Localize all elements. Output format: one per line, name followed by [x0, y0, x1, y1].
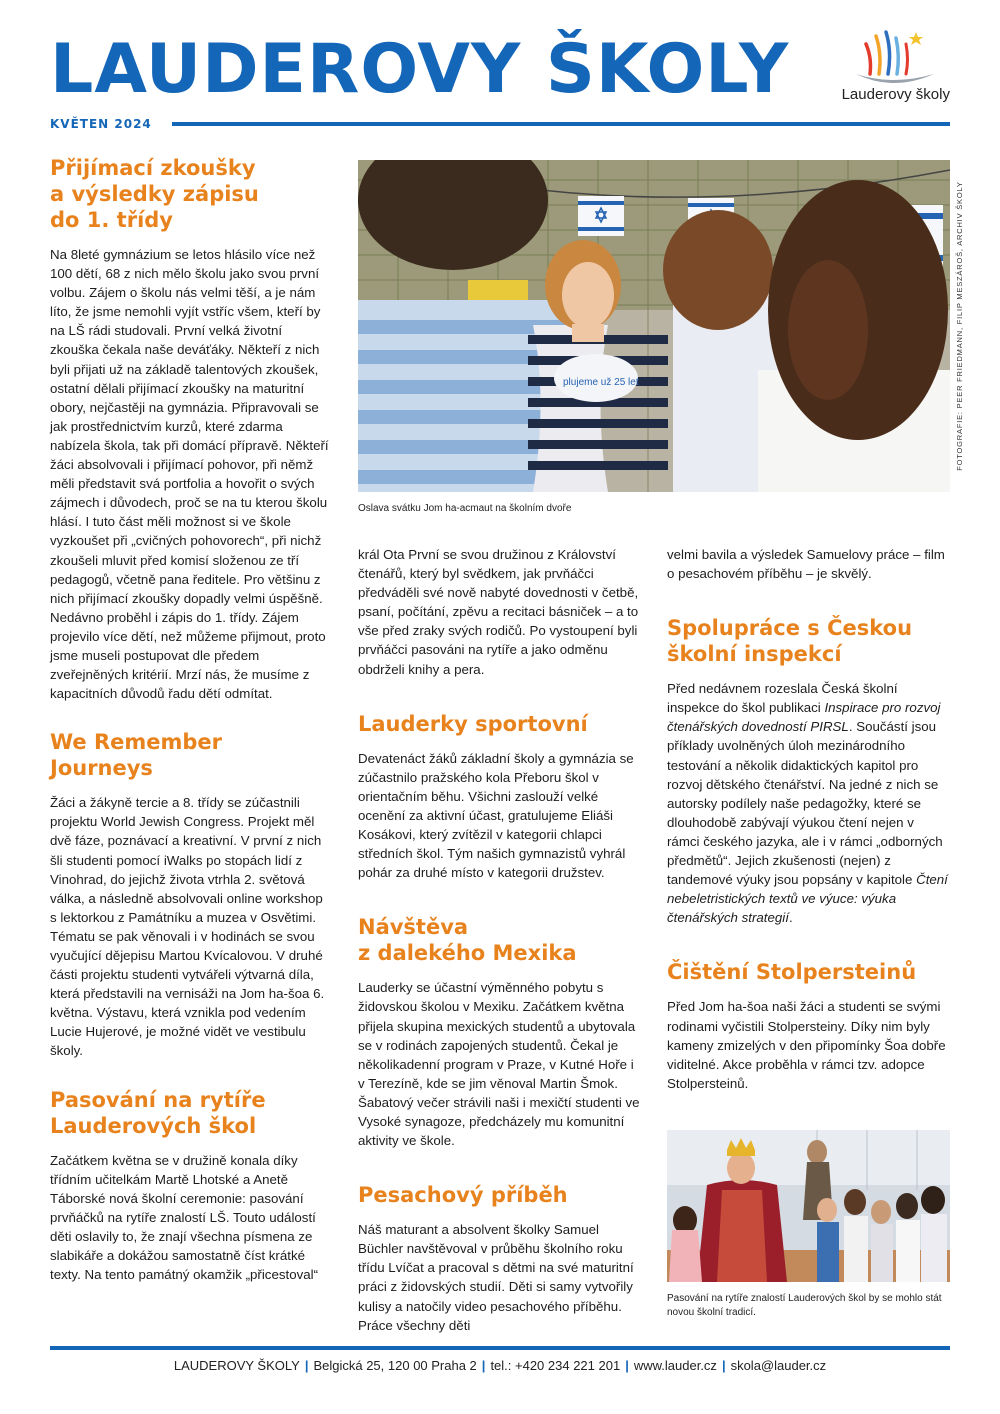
footer-web-link[interactable]: www.lauder.cz: [633, 1358, 717, 1373]
heading-admissions: Přijímací zkoušky a výsledky zápisu do 1. třídy: [50, 156, 259, 232]
masthead: [50, 30, 950, 130]
photo-knight-ceremony: [667, 1130, 950, 1282]
heading-journeys: We Remember Journeys: [50, 730, 223, 781]
heading-stolpersteine: Čištění Stolpersteinů: [667, 960, 917, 985]
logo-wordmark: Lauderovy školy: [841, 86, 950, 103]
header-divider: [172, 122, 950, 126]
svg-text:plujeme už 25 let: plujeme už 25 let: [563, 377, 639, 388]
heading-inspection: Spolupráce s Českou školní inspekcí: [667, 616, 913, 667]
journeys-text: Žáci a žákyně tercie a 8. třídy se zúčastnili projektu World Jewish Congress. Projekt měl dvě fáze, poznávací a kreativní. V první z nich šli studenti pomocí iWalks po stopách lidí z Vinohrad, do jejichž života vtrhla 2. světová válka, a následně absolvovali online workshop s lektorkou z Památníku a muzea v Osvětimi. Tématu se pak věnovali i v hodinách se svou vyučující dějepisu Martou Kvícalovou. V druhé části projektu studenti vytvářeli výtvarná díla, která představili na vernisáži na Jom ha-šoa 6. května. Výstavu, která vznikla pod vedením Lucie Hujerové, je možné vidět ve vestibulu školy.: [50, 795, 325, 1059]
knights-text-part2: král Ota První se svou družinou z Království čtenářů, který byl svědkem, jak prvňáčci předváděli své nově nabyté dovednosti v četbě, psaní, počítání, zpěvu a recitaci básniček – a to vše před zraky svých rodičů. Po vystoupení byli prvňáčci pasováni na rytíře a jako odměnu obdrželi knihy a pera.: [358, 547, 639, 677]
issue-date: KVĚTEN 2024: [50, 117, 152, 131]
admissions-text: Na 8leté gymnázium se letos hlásilo více než 100 dětí, 68 z nich mělo školu jako svou první volbu. Zájem o školu nás velmi těší, a je nám líto, že jsme nemohli vyjít vstříc všem, kteří by na LŠ rádi studovali. První velká životní zkouška čekala naše deváťáky. Někteří z nich byli přijati už na základě talentových zkoušek, ostatní dělali přijímací zkoušky na maturitní obory, nejčastěji na gymnázia. Připravovali se jak prostřednictvím kurzů, které zdarma nabízela škola, tak při domácí přípravě. Někteří žáci absolvovali i přijímací pohovor, při němž měli představit svá portfolia a hovořit o svých zájmech i důvodech, proč se na tu kterou školu hlásí. I tuto část měli možnost si ve škole vyzkoušet při „cvičných pohovorech“, při nichž zkoušeli mluvit před komisí složenou ze tří pedagogů, včetně pana ředitele. Pro většinu z nich přijímací zkoušky dopadly velmi úspěšně. Nedávno proběhl i zápis do 1. třídy. Zájem projevilo více dětí, než můžeme přijmout, proto jsme museli postupovat dle předem zveřejněných kritérií. Mrzí nás, že musíme z kapacitních důvodů řadu dětí odmítat.: [50, 247, 329, 702]
knights-text-part1: Začátkem května se v družině konala díky třídním učitelkám Martě Lhotské a Anetě Táborské nová školní ceremonie: pasování prvňáčků na rytíře znalostí LŠ. Touto událostí děti oslavily to, že znají všechna písmena ze slabikáře a dokážou samostatně číst krátké texty. Na tento památný okamžik „přicestoval“: [50, 1152, 319, 1283]
sail-logo-icon: [848, 30, 938, 90]
column-middle: [358, 545, 642, 1335]
sport-text: Devatenáct žáků základní školy a gymnázia se zúčastnilo pražského kola Přeboru škol v orientačním běhu. Všichni zaslouží velké ocenění za aktivní účast, gratulujeme Eliáši Kosákovi, který zvítězil v kategorii chlapci středních škol. Tým našich gymnazistů vyhrál pohár za druhé místo v kategorii družstev.: [358, 750, 634, 881]
issue-bar: [50, 116, 950, 132]
heading-knights: Pasování na rytíře Lauderových škol: [50, 1087, 266, 1138]
footer-divider: [50, 1346, 950, 1350]
celebration-photo-illustration: [358, 160, 950, 492]
heading-mexico: Návštěva z dalekého Mexika: [358, 915, 577, 966]
ceremony-photo-illustration: [667, 1130, 950, 1282]
footer-org: LAUDEROVY ŠKOLY: [173, 1358, 300, 1373]
main-photo-caption: Oslava svátku Jom ha-acmaut na školním dvoře: [358, 503, 572, 514]
column-left: [50, 155, 330, 1284]
heading-pesach: Pesachový příběh: [358, 1183, 568, 1208]
photo-credit: FOTOGRAFIE: PEER FRIEDMANN, FILIP MESZÁROŠ, ARCHIV ŠKOLY: [955, 181, 964, 471]
footer-phone[interactable]: tel.: +420 234 221 201: [490, 1358, 621, 1373]
footer: LAUDEROVY ŠKOLY | Belgická 25, 120 00 Praha 2 | tel.: +420 234 221 201 | www.lauder.cz | skola@lauder.cz: [173, 1358, 827, 1373]
mexico-text: Lauderky se účastní výměnného pobytu s židovskou školou v Mexiku. Začátkem května přijela skupina mexických studentů a ubytovala se v rodinách zapojených studentů. Čekal je několikadenní program v Praze, v Kutné Hoře i v Terezíně, kde se jim věnoval Martin Šmok. Šabatový večer strávili naši i mexičtí studenti ve Vysoké synagoze, předcházely mu komunitní aktivity ve škole.: [358, 980, 640, 1149]
school-logo: [830, 30, 950, 110]
newsletter-title: LAUDEROVY ŠKOLY: [50, 30, 790, 109]
heading-sport: Lauderky sportovní: [358, 711, 588, 736]
pesach-text-part2: velmi bavila a výsledek Samuelovy práce – film o pesachovém příběhu – je skvělý.: [667, 547, 945, 582]
footer-address: Belgická 25, 120 00 Praha 2: [313, 1358, 477, 1373]
stolpersteine-text: Před Jom ha-šoa naši žáci a studenti se svými rodinami vyčistili Stolpersteiny. Díky nim byly kameny zmizelých v den připomínky Šoa dobře viditelné. Akce proběhla v rámci tzv. adopce Stolpersteinů.: [667, 999, 946, 1091]
small-photo-caption: Pasování na rytíře znalostí Lauderových škol by se mohlo stát novou školní tradicí.: [667, 1293, 942, 1318]
photo-yom-haatzmaut: [358, 160, 950, 492]
pesach-text-part1: Náš maturant a absolvent školky Samuel Büchler navštěvoval v průběhu školního roku třídu Lvíčat a pracoval s dětmi na své maturitní práci z židovských studií. Děti si samy vytvořily kulisy a natočily video pesachového příběhu. Práce všechny děti: [358, 1222, 634, 1333]
column-right: [667, 545, 950, 1093]
footer-email-link[interactable]: skola@lauder.cz: [730, 1358, 827, 1373]
inspection-text: Před nedávnem rozeslala Česká školní inspekce do škol publikaci Inspirace pro rozvoj čtenářských dovedností PIRSL. Součástí jsou příklady uvolněných úloh mezinárodního testování a několik didaktických kapitol pro rozvoj dětského čtenářství. Na jedné z nich se autorsky podílely naše pedagožky, které se dlouhodobě zabývají výukou čtení nejen v rámci českého jazyka, ale i v rámci „odborných předmětů“. Jejich zkušenosti (nejen) z tandemové výuky jsou popsány v kapitole Čtení nebeletristických textů ve výuce: výuka čtenářských strategií.: [667, 681, 948, 926]
